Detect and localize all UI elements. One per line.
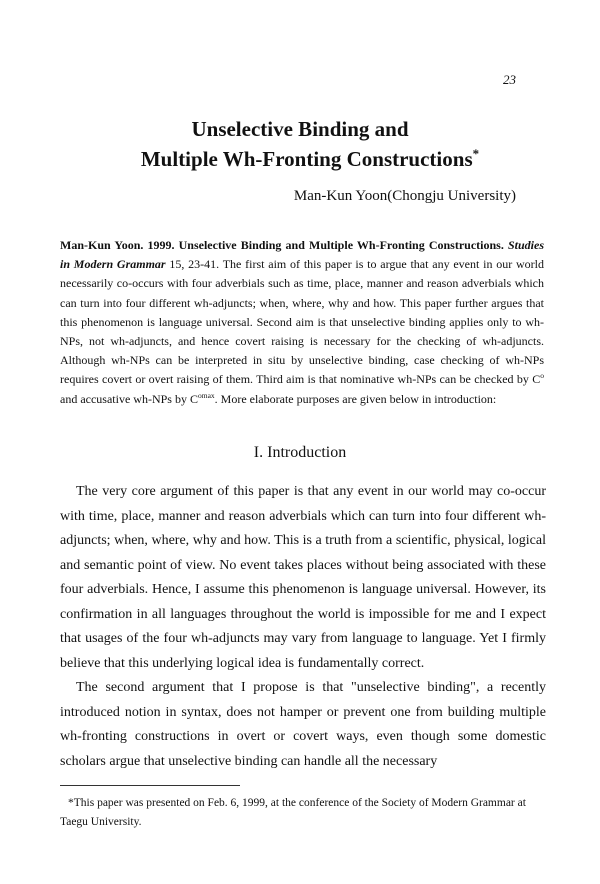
abstract-citation: Man-Kun Yoon. 1999. Unselective Binding and Multiple Wh-Fronting Constructions. xyxy=(60,238,504,252)
abstract-text-1: The first aim of this paper is to argue that any event in our world necessarily co-occurs with four adverbials such as time, place, manner and reason adverbials which can turn into four different wh-adjuncts; when, where, why and how. This paper further argues that this phenomenon is language universal. Second aim is that unselective binding applies only to wh-NPs, not wh-adjuncts, and hence covert raising is necessary for the checking of wh-adjuncts. Although wh-NPs can be interpreted in situ by unselective binding, case checking of wh-NPs requires covert or overt raising of them. Third aim is that nominative wh-NPs can be checked by C xyxy=(60,257,544,387)
abstract-text-3: . More elaborate purposes are given below in introduction: xyxy=(214,391,497,406)
paragraph-2: The second argument that I propose is that "unselective binding", a recently introduced notion in syntax, does not hamper or prevent one from building multiple wh-fronting constructions in overt or covert ways, even though some domestic scholars argue that unselective binding can handle all the necessary xyxy=(60,680,546,769)
abstract xyxy=(60,236,544,409)
paper-title xyxy=(0,114,600,174)
title-line-1: Unselective Binding and xyxy=(191,117,409,141)
paragraph-1: The very core argument of this paper is that any event in our world may co-occur with time, place, manner and reason adverbials which can turn into four different wh-adjuncts; when, where, why and how. This is a truth from a scientific, physical, logical and semantic point of view. No event takes places without being associated with these four adverbials. Hence, I assume this phenomenon is language universal. However, its confirmation in all languages throughout the world is impossible for me and I expect that usages of the four wh-adjuncts may vary from language to language. Yet I firmly believe that this underlying logical idea is fundamentally correct. xyxy=(60,484,546,671)
title-line-2 xyxy=(0,144,600,174)
body-text xyxy=(60,480,546,774)
author-affiliation: Man-Kun Yoon(Chongju University) xyxy=(293,188,516,204)
page-number: 23 xyxy=(503,72,516,87)
abstract-sup-2: omax xyxy=(197,390,215,400)
footnote-divider xyxy=(60,785,240,786)
abstract-journal: Studies in Modern Grammar xyxy=(60,238,545,272)
section-heading: I. Introduction xyxy=(253,444,347,461)
title-footnote-mark: * xyxy=(472,146,480,161)
footnote: *This paper was presented on Feb. 6, 1999, at the conference of the Society of Modern Grammar at Taegu University. xyxy=(60,797,526,828)
abstract-text-2: and accusative wh-NPs by C xyxy=(60,391,198,406)
abstract-sup-1: o xyxy=(540,371,544,381)
title-line-2-text: Multiple Wh-Fronting Constructions xyxy=(140,147,473,171)
abstract-journal-details: 15, 23-41. xyxy=(165,257,220,272)
